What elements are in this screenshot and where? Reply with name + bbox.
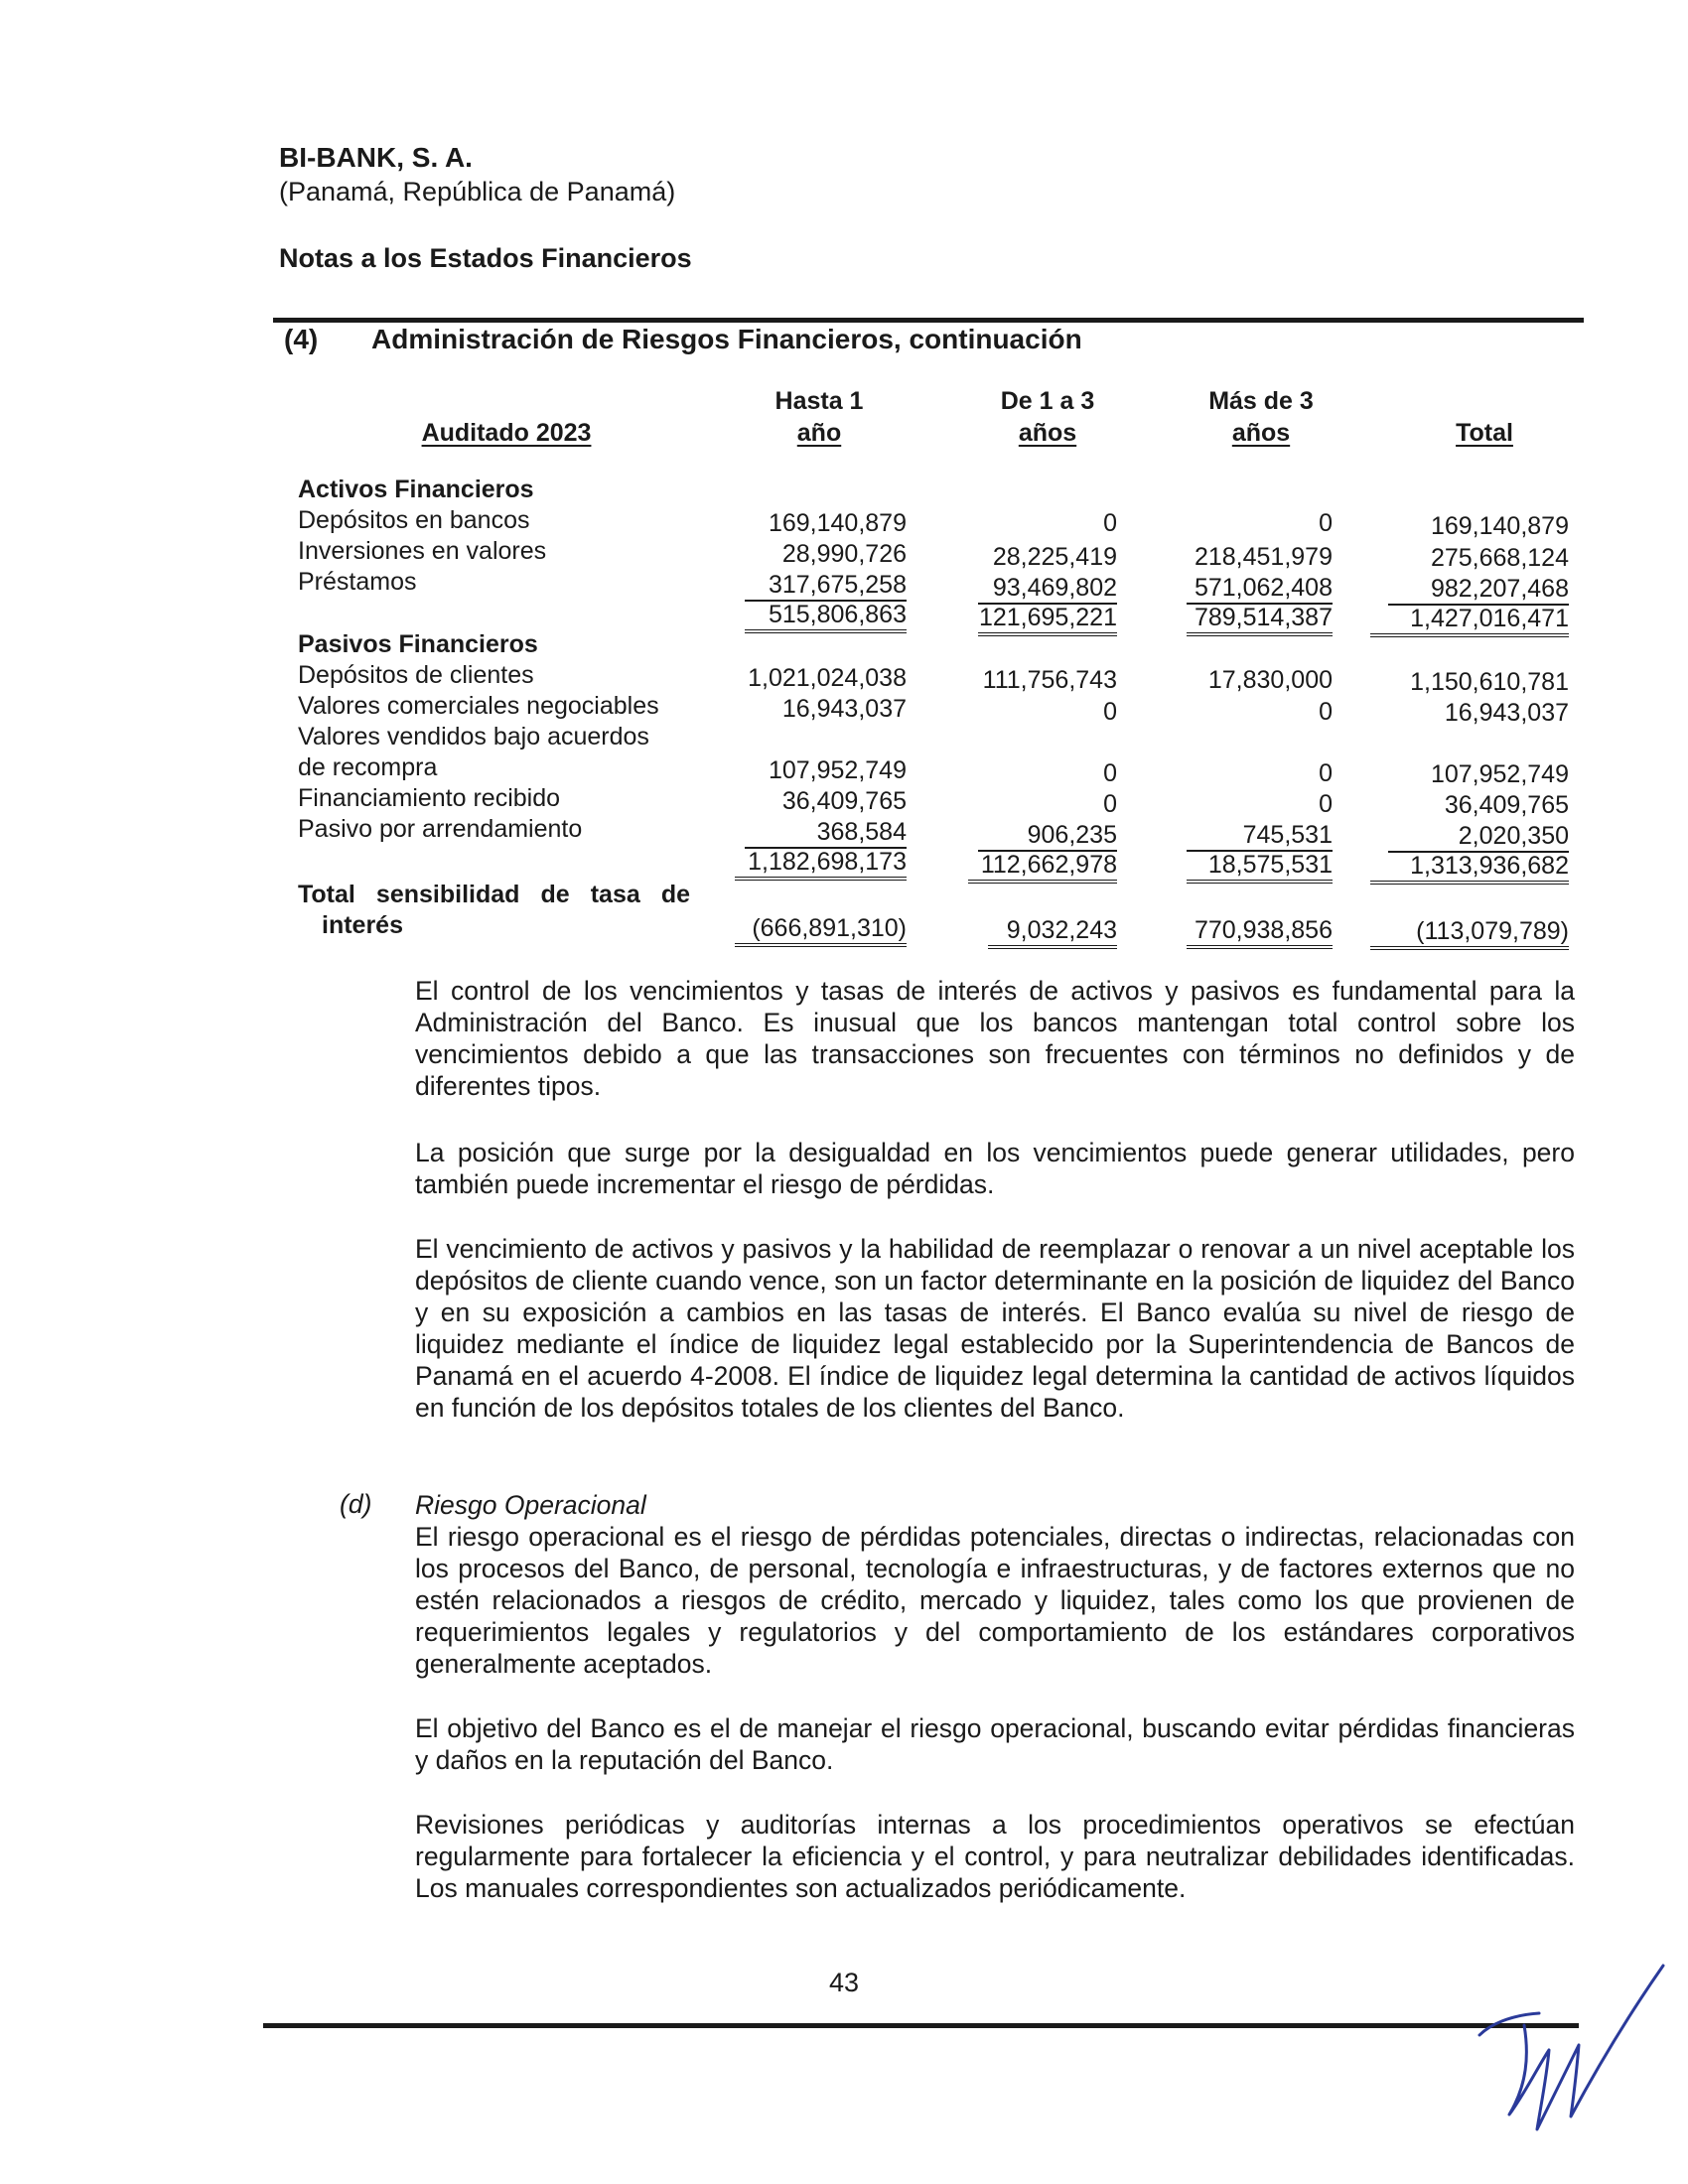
assets-total-cell: 121,695,221 <box>978 603 1117 636</box>
paragraph: La posición que surge por la desigualdad en los vencimientos puede generar utilidades, pero también puede incrementar el riesgo de pérdidas. <box>415 1138 1575 1199</box>
row-label-cont: de recompra <box>298 753 438 781</box>
row-label: Préstamos <box>298 568 417 596</box>
col-header-1-a-3 <box>948 385 1147 449</box>
bottom-rule <box>263 2023 1579 2028</box>
cell: 28,225,419 <box>992 543 1117 571</box>
top-rule <box>273 318 1584 323</box>
cell: 745,531 <box>1187 820 1333 852</box>
liabilities-heading: Pasivos Financieros <box>298 630 538 658</box>
assets-total-cell: 515,806,863 <box>745 600 907 633</box>
cell: 16,943,037 <box>781 695 907 723</box>
row-label: Financiamiento recibido <box>298 784 561 812</box>
cell: 0 <box>1319 759 1333 787</box>
row-label: Inversiones en valores <box>298 537 547 565</box>
gap-cell: 770,938,856 <box>1187 915 1333 949</box>
cell: 317,675,258 <box>745 570 907 602</box>
col-header-line1: Más de 3 <box>1208 387 1314 415</box>
gap-cell: (666,891,310) <box>735 913 907 947</box>
cell: 275,668,124 <box>1430 544 1569 572</box>
cell: 0 <box>1103 790 1117 818</box>
signature-mark <box>1470 1946 1668 2144</box>
cell: 107,952,749 <box>1430 760 1569 788</box>
section-title: Administración de Riesgos Financieros, continuación <box>371 324 1082 354</box>
section-number: (4) <box>284 324 319 354</box>
paragraph: El vencimiento de activos y pasivos y la habilidad de reemplazar o renovar a un nivel aceptable los depósitos de cliente cuando vence, son un factor determinante en la posición de liquidez del Banco y en su exposición a cambios en las tasas de interés. El Banco evalúa su nivel de riesgo de liquidez mediante el índice de liquidez legal establecido por la Superintendencia de Bancos de Panamá en el acuerdo 4-2008. El índice de liquidez legal determina la cantidad de activos líquidos en función de los depósitos totales de los clientes del Banco. <box>415 1234 1575 1423</box>
liabilities-total-cell: 1,313,936,682 <box>1370 851 1569 885</box>
col-header-total <box>1385 417 1584 449</box>
gap-cell: (113,079,789) <box>1370 916 1569 950</box>
company-location: (Panamá, República de Panamá) <box>279 177 676 206</box>
col-header-mas-de-3 <box>1162 385 1360 449</box>
cell: 17,830,000 <box>1207 666 1333 694</box>
cell: 36,409,765 <box>1444 791 1569 819</box>
cell: 16,943,037 <box>1444 699 1569 727</box>
subsection-letter: (d) <box>340 1489 372 1519</box>
row-label: Valores vendidos bajo acuerdos <box>298 723 649 751</box>
cell: 169,140,879 <box>1430 512 1569 540</box>
page-number: 43 <box>828 1968 860 1997</box>
row-label: Pasivo por arrendamiento <box>298 815 583 843</box>
document-title: Notas a los Estados Financieros <box>279 243 692 273</box>
cell: 906,235 <box>978 820 1117 852</box>
cell: 368,584 <box>745 817 907 849</box>
liabilities-total-cell: 112,662,978 <box>968 850 1117 884</box>
col-header-line2: años <box>1231 419 1291 447</box>
col-header-line2: año <box>796 419 842 447</box>
col-header-line2: años <box>1018 419 1077 447</box>
col-header-line1: De 1 a 3 <box>1000 387 1095 415</box>
section-heading <box>284 324 1082 355</box>
cell: 1,150,610,781 <box>1410 668 1569 696</box>
cell: 218,451,979 <box>1194 543 1333 571</box>
subsection-title: Riesgo Operacional <box>415 1490 646 1520</box>
col-header-hasta-1 <box>725 385 914 449</box>
liabilities-total-cell: 1,182,698,173 <box>735 847 907 881</box>
paragraph: El control de los vencimientos y tasas de interés de activos y pasivos es fundamental para la Administración del Banco. Es inusual que los bancos mantengan total control sobre los vencimientos debido a que las transacciones son frecuentes con términos no definidos y de diferentes tipos. <box>415 976 1575 1101</box>
gap-cell: 9,032,243 <box>988 915 1117 949</box>
row-label: Valores comerciales negociables <box>298 692 659 720</box>
cell: 111,756,743 <box>982 666 1117 694</box>
company-name: BI-BANK, S. A. <box>279 142 473 173</box>
cell: 0 <box>1319 698 1333 726</box>
cell: 982,207,468 <box>1388 574 1569 606</box>
cell: 107,952,749 <box>768 756 907 784</box>
gap-label: Total sensibilidad de tasa de <box>298 881 690 908</box>
cell: 169,140,879 <box>768 509 907 537</box>
liabilities-total-cell: 18,575,531 <box>1187 850 1333 884</box>
cell: 0 <box>1319 790 1333 818</box>
period-label: Auditado 2023 <box>421 419 592 447</box>
cell: 0 <box>1319 509 1333 537</box>
cell: 2,020,350 <box>1388 821 1569 853</box>
cell: 0 <box>1103 698 1117 726</box>
paragraph: El objetivo del Banco es el de manejar el riesgo operacional, buscando evitar pérdidas financieras y daños en la reputación del Banco. <box>415 1713 1575 1775</box>
period-header <box>377 417 635 449</box>
cell: 571,062,408 <box>1187 573 1333 605</box>
cell: 0 <box>1103 759 1117 787</box>
assets-total-cell: 789,514,387 <box>1187 603 1333 636</box>
assets-heading: Activos Financieros <box>298 476 534 503</box>
cell: 0 <box>1103 509 1117 537</box>
cell: 36,409,765 <box>781 787 907 815</box>
row-label: Depósitos en bancos <box>298 506 530 534</box>
cell: 1,021,024,038 <box>748 664 907 692</box>
cell: 28,990,726 <box>781 540 907 568</box>
cell: 93,469,802 <box>978 573 1117 605</box>
gap-label-cont: interés <box>322 911 403 939</box>
col-header-line2: Total <box>1456 419 1513 447</box>
paragraph: El riesgo operacional es el riesgo de pérdidas potenciales, directas o indirectas, relacionadas con los procesos del Banco, de personal, tecnología e infraestructuras, y de factores externos que no estén relacionados a riesgos de crédito, mercado y liquidez, tales como los que provienen de requerimientos legales y regulatorios y del comportamiento de los estándares corporativos generalmente aceptados. <box>415 1522 1575 1679</box>
row-label: Depósitos de clientes <box>298 661 534 689</box>
paragraph: Revisiones periódicas y auditorías internas a los procedimientos operativos se efectúan regularmente para fortalecer la eficiencia y el control, y para neutralizar debilidades identificadas. Los manuales correspondientes son actualizados periódicamente. <box>415 1810 1575 1903</box>
assets-total-cell: 1,427,016,471 <box>1370 604 1569 637</box>
col-header-line1: Hasta 1 <box>774 387 864 415</box>
